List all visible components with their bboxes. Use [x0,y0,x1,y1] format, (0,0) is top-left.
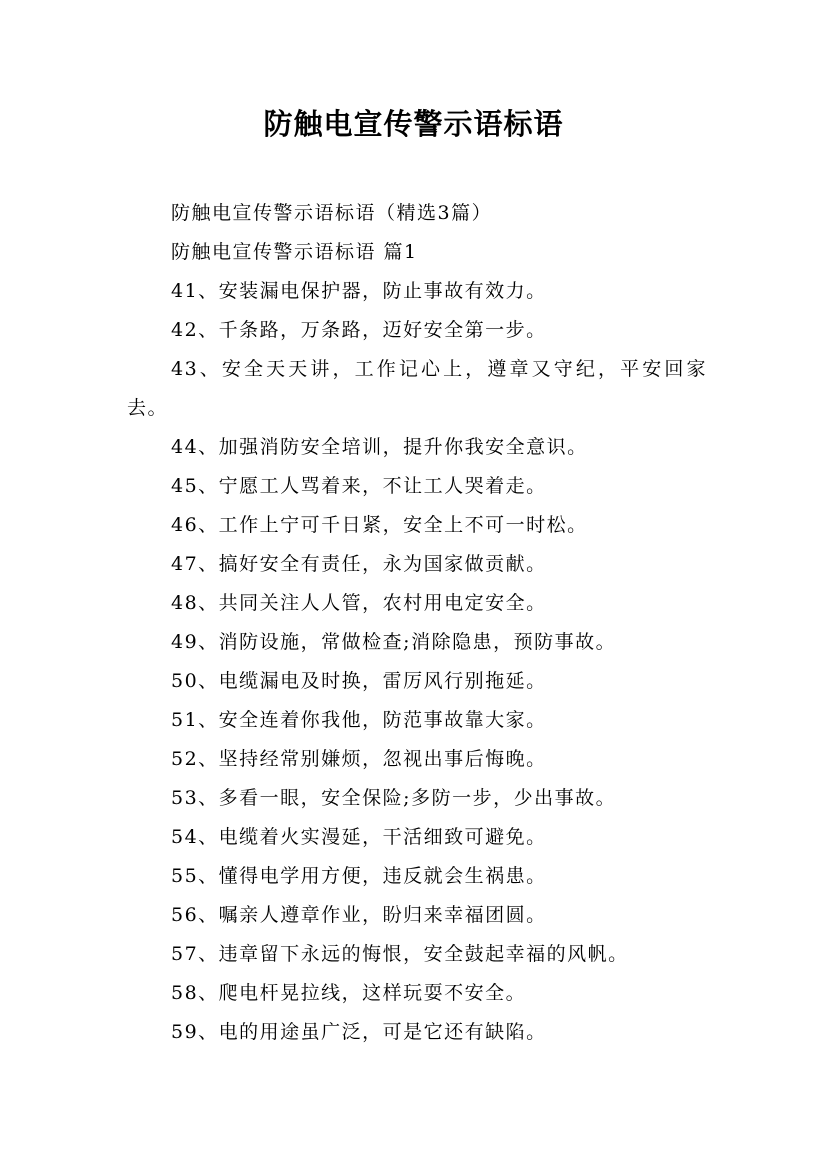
paragraph: 防触电宣传警示语标语 篇1 [171,241,418,263]
paragraph: 50、电缆漏电及时换，雷厉风行别拖延。 [171,670,547,692]
paragraph: 56、嘱亲人遵章作业，盼归来幸福团圆。 [171,904,547,926]
paragraph: 41、安装漏电保护器，防止事故有效力。 [171,280,547,302]
paragraph: 55、懂得电学用方便，违反就会生祸患。 [171,865,547,887]
paragraph: 54、电缆着火实漫延，干活细致可避免。 [171,826,547,848]
paragraph: 52、坚持经常别嫌烦，忽视出事后悔晚。 [171,748,547,770]
document-title: 防触电宣传警示语标语 [263,107,564,141]
paragraph: 58、爬电杆晃拉线，这样玩耍不安全。 [171,982,527,1004]
paragraph: 48、共同关注人人管，农村用电定安全。 [171,592,547,614]
paragraph: 43、安全天天讲，工作记心上，遵章又守纪，平安回家去。 [127,358,707,419]
paragraph: 57、违章留下永远的悔恨，安全鼓起幸福的风帆。 [171,943,629,965]
paragraph: 53、多看一眼，安全保险;多防一步，少出事故。 [171,787,617,809]
paragraph: 51、安全连着你我他，防范事故靠大家。 [171,709,547,731]
paragraph: 44、加强消防安全培训，提升你我安全意识。 [171,436,588,458]
paragraph: 59、电的用途虽广泛，可是它还有缺陷。 [171,1021,547,1043]
paragraph: 49、消防设施，常做检查;消除隐患，预防事故。 [171,631,617,653]
paragraph: 47、搞好安全有责任，永为国家做贡献。 [171,553,547,575]
paragraph: 46、工作上宁可千日紧，安全上不可一时松。 [171,514,588,536]
paragraph: 42、千条路，万条路，迈好安全第一步。 [171,319,547,341]
paragraph: 防触电宣传警示语标语（精选3篇） [171,202,493,224]
document-body [127,194,707,1052]
paragraph: 45、宁愿工人骂着来，不让工人哭着走。 [171,475,547,497]
